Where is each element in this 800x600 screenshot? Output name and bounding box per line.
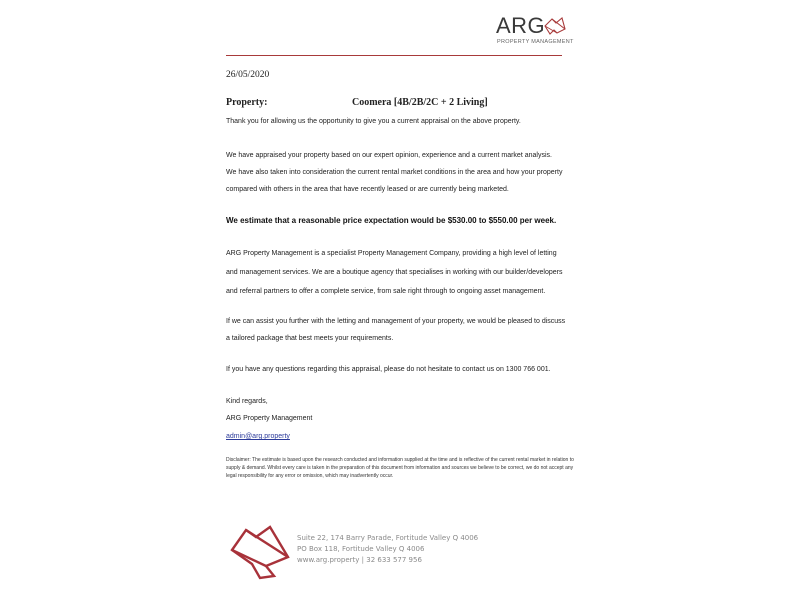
property-value: Coomera [4B/2B/2C + 2 Living] (352, 97, 488, 108)
email-line (226, 429, 290, 446)
disclaimer: Disclaimer: The estimate is based upon the research conducted and information supplied at the time and is reflective of the current rental market in relation to supply & demand. Whilst every care is taken in the preparation of this document from information and sources we believe to be correct, we do not accept any legal responsibility for any error or omission, which may inadvertently occur. (226, 457, 574, 479)
assist-line-1: If we can assist you further with the letting and management of your property, we would be pleased to discuss (226, 318, 566, 325)
arg-logo (496, 14, 576, 48)
signoff: Kind regards, (226, 398, 268, 405)
about-line-3: and referral partners to offer a complete service, from sale right through to ongoing asset management. (226, 288, 546, 295)
email-link[interactable]: admin@arg.property (226, 433, 290, 440)
letter-date: 26/05/2020 (226, 70, 270, 80)
property-label: Property: (226, 97, 268, 108)
footer-street-address: Suite 22, 174 Barry Parade, Fortitude Valley Q 4006 (297, 534, 479, 542)
assist-line-2: a tailored package that best meets your requirements. (226, 335, 394, 342)
about-line-1: ARG Property Management is a specialist Property Management Company, providing a high level of letting (226, 250, 557, 257)
about-line-2: and management services. We are a boutique agency that specialises in working with our builder/developers (226, 269, 563, 276)
footer-po-box: PO Box 118, Fortitude Valley Q 4006 (297, 545, 425, 553)
footer-address (297, 533, 478, 566)
arg-footer-logo-icon (230, 524, 290, 580)
brand-name: ARG (496, 13, 546, 38)
signature: ARG Property Management (226, 415, 313, 422)
price-estimate: We estimate that a reasonable price expectation would be $530.00 to $550.00 per week. (226, 216, 557, 225)
arg-logo-mark-icon (544, 17, 566, 35)
contact-line: If you have any questions regarding this appraisal, please do not hesitate to contact us on 1300 766 001. (226, 366, 551, 373)
brand-subtitle: PROPERTY MANAGEMENT (497, 39, 574, 45)
appraisal-line-2: We have also taken into consideration the current rental market conditions in the area and how your property (226, 169, 563, 176)
intro-paragraph: Thank you for allowing us the opportunity to give you a current appraisal on the above property. (226, 118, 521, 125)
footer-web-abn: www.arg.property | 32 633 577 956 (297, 556, 422, 564)
appraisal-line-3: compared with others in the area that have recently leased or are currently being marketed. (226, 186, 509, 193)
header-divider (226, 55, 562, 56)
appraisal-line-1: We have appraised your property based on our expert opinion, experience and a current market analysis. (226, 152, 552, 159)
